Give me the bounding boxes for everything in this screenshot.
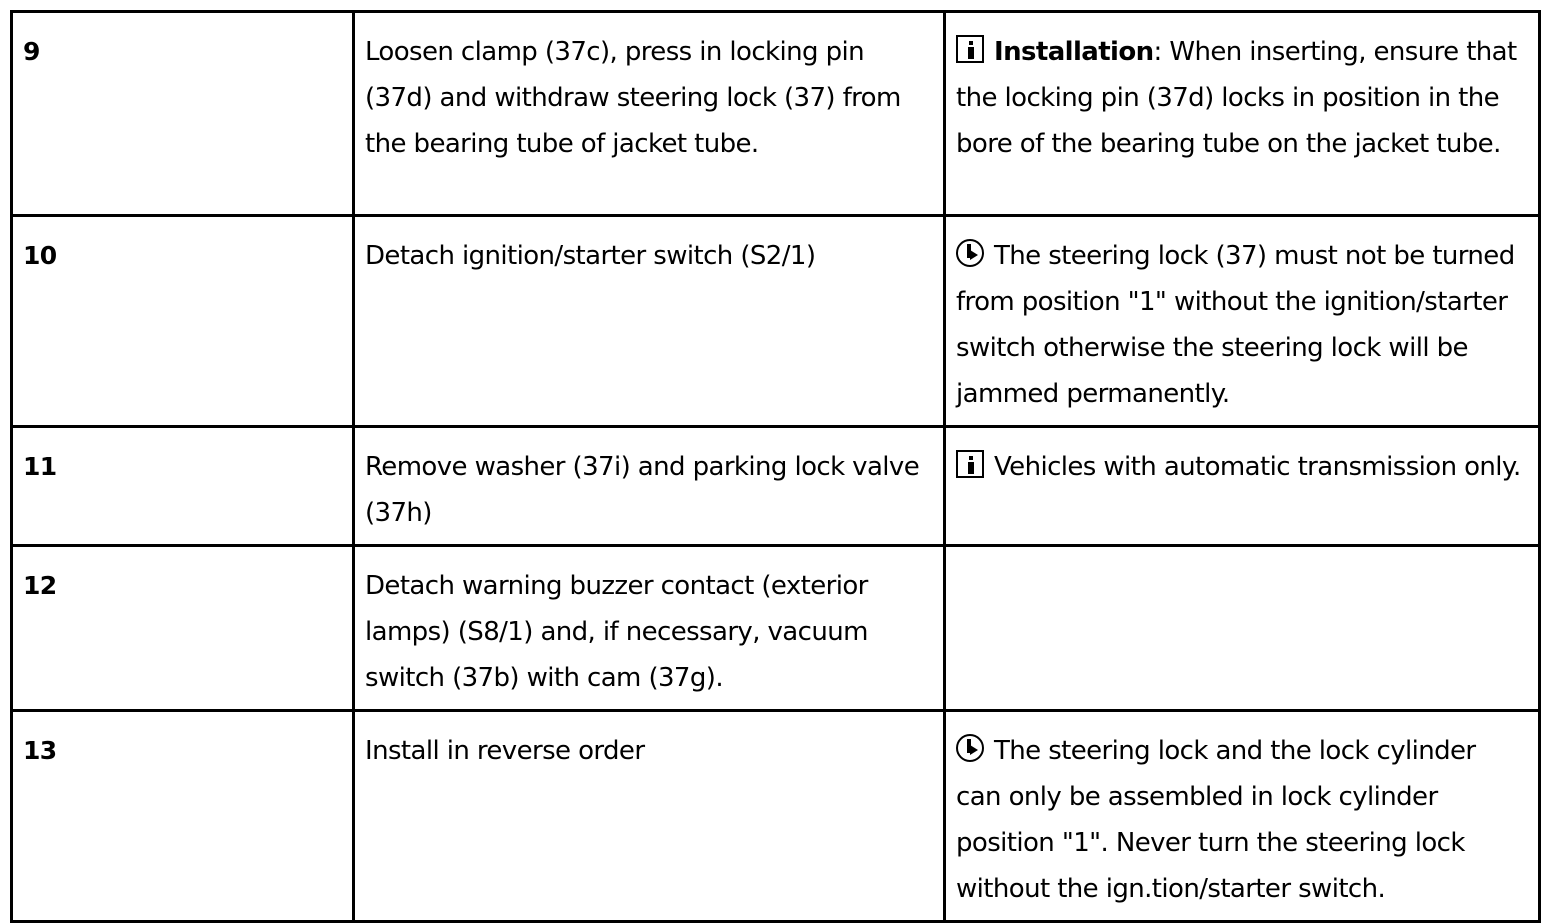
step-action: Install in reverse order [354,711,945,922]
table-row [12,427,1540,546]
step-action: Loosen clamp (37c), press in locking pin (37d) and withdraw steering lock (37) from the bearing tube of jacket tube. [354,12,945,216]
step-action: Remove washer (37i) and parking lock valve (37h) [354,427,945,546]
table-row [12,546,1540,711]
step-number: 9 [12,12,354,216]
note-lead: Installation [994,37,1154,67]
table-row [12,12,1540,216]
note-text: The steering lock and the lock cylinder can only be assembled in lock cylinder position "1". Never turn the steering lock without the ign.tion/starter switch. [956,736,1476,904]
warning-icon [956,239,984,267]
step-note [945,216,1540,427]
step-note [945,711,1540,922]
step-number: 11 [12,427,354,546]
step-action: Detach warning buzzer contact (exterior lamps) (S8/1) and, if necessary, vacuum switch (37b) with cam (37g). [354,546,945,711]
procedure-table [10,10,1541,923]
step-note [945,427,1540,546]
note-text: Vehicles with automatic transmission only. [994,452,1521,482]
warning-icon [956,734,984,762]
step-number: 12 [12,546,354,711]
step-number: 13 [12,711,354,922]
step-note-empty [945,546,1540,711]
note-text: The steering lock (37) must not be turned from position "1" without the ignition/starter switch otherwise the steering lock will be jammed permanently. [956,241,1515,409]
table-row [12,216,1540,427]
note-text: : When inserting, ensure that the locking pin (37d) locks in position in the bore of the bearing tube on the jacket tube. [956,37,1517,159]
step-number: 10 [12,216,354,427]
step-note [945,12,1540,216]
step-action: Detach ignition/starter switch (S2/1) [354,216,945,427]
table-row [12,711,1540,922]
info-icon [956,450,984,478]
info-icon [956,35,984,63]
